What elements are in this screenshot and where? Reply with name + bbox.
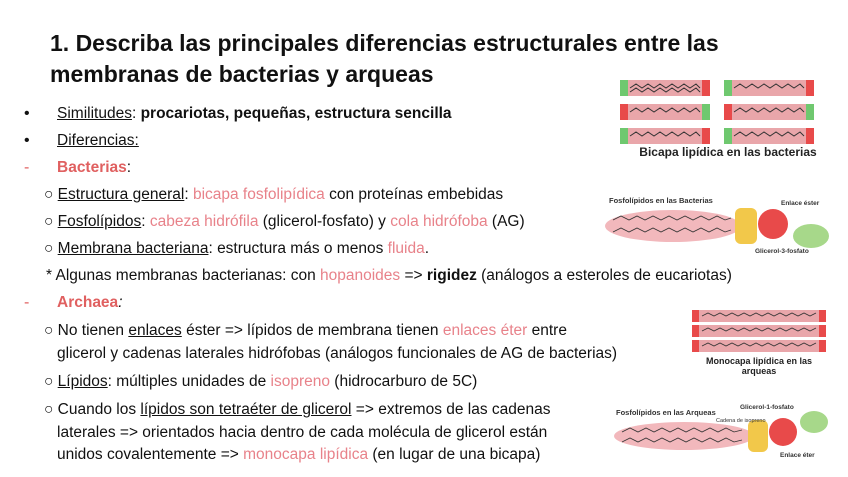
diferencias-label: Diferencias: — [57, 132, 139, 149]
glycerol1-label: Glicerol-1-fosfato — [740, 404, 794, 411]
slide-title: 1. Describa las principales diferencias estructurales entre las membranas de bacterias y arqueas — [50, 30, 719, 87]
ester-bond-label: Enlace éster — [781, 200, 820, 207]
bacterias-item-1: ○ Estructura general: bicapa fosfolipídica con proteínas embebidas — [44, 186, 504, 203]
bilayer-diagram — [618, 78, 818, 148]
bacterias-note: * Algunas membranas bacterianas: con hopanoides => rigidez (análogos a esteroles de eucariotas) — [46, 267, 732, 284]
archaea-heading: Archaea: — [57, 294, 123, 311]
similitudes-line: Similitudes: procariotas, pequeñas, estructura sencilla — [57, 105, 452, 122]
archaea-item-2: ○ Lípidos: múltiples unidades de isopreno (hidrocarburo de 5C) — [44, 373, 478, 390]
monolayer-figure — [690, 308, 828, 376]
monolayer-diagram — [690, 308, 828, 354]
archaea-item-3-cont: laterales => orientados hacia dentro de cada molécula de glicerol están — [57, 424, 548, 441]
bilayer-figure — [618, 78, 818, 174]
monolayer-caption: Monocapa lipídica en las arqueas — [705, 356, 813, 376]
archaea-item-1-cont: glicerol y cadenas laterales hidrófobas (análogos funcionales de AG de bacterias) — [57, 345, 618, 362]
circle-bullet-icon: ○ — [44, 213, 58, 230]
circle-bullet-icon: ○ — [44, 373, 58, 390]
similitudes-label: Similitudes — [57, 105, 132, 122]
archaeal-phospholipid-figure — [608, 402, 830, 462]
archaea-item-3-cont2: unidos covalentemente => monocapa lipídica (en lugar de una bicapa) — [57, 446, 541, 463]
circle-bullet-icon: ○ — [44, 186, 58, 203]
similitudes-text: procariotas, pequeñas, estructura sencilla — [136, 105, 452, 122]
archaea-item-1: ○ No tienen enlaces éster => lípidos de membrana tienen enlaces éter entre — [44, 322, 567, 339]
circle-bullet-icon: ○ — [44, 240, 58, 257]
bacterias-heading: Bacterias: — [57, 159, 132, 176]
bacterias-item-2: ○ Fosfolípidos: cabeza hidrófila (glicerol-fosfato) y cola hidrófoba (AG) — [44, 213, 525, 230]
ether-bond-label: Enlace éter — [780, 452, 815, 459]
isoprene-chain-label: Cadena de isopreno — [716, 418, 766, 424]
glycerol3-label: Glicerol-3-fosfato — [755, 248, 809, 255]
dash-icon: - — [24, 159, 30, 176]
archaea-item-3: ○ Cuando los lípidos son tetraéter de glicerol => extremos de las cadenas — [44, 401, 551, 418]
dash-icon: - — [24, 294, 30, 311]
archaeal-phospholipid-caption: Fosfolípidos en las Arqueas — [616, 408, 716, 417]
bacterias-item-3: ○ Membrana bacteriana: estructura más o menos fluida. — [44, 240, 430, 257]
bilayer-caption: Bicapa lipídica en las bacterias — [639, 145, 817, 159]
bacterial-phospholipid-figure — [603, 192, 831, 258]
circle-bullet-icon: ○ — [44, 401, 58, 418]
bullet-icon: • — [24, 132, 30, 149]
bacterial-phospholipid-caption: Fosfolípidos en las Bacterias — [609, 196, 713, 205]
bullet-icon: • — [24, 105, 30, 122]
circle-bullet-icon: ○ — [44, 322, 58, 339]
